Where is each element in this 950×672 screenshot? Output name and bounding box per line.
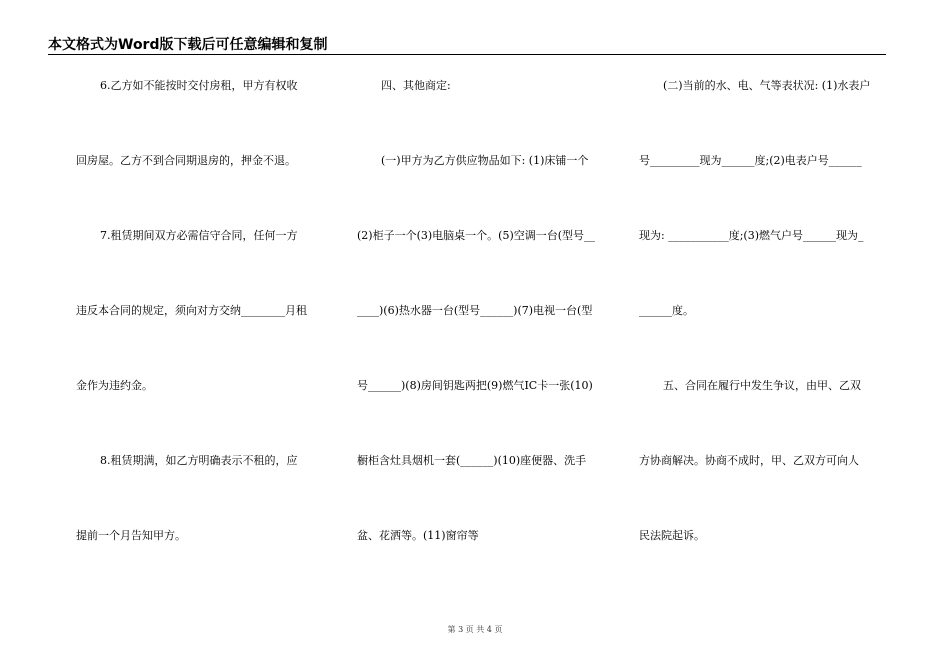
- section-heading: 五、合同在履行中发生争议，由甲、乙双: [663, 379, 861, 392]
- paragraph-line: 违反本合同的规定，须向对方交纳________月租: [76, 304, 307, 317]
- paragraph-line: 方协商解决。协商不成时，甲、乙双方可向人: [639, 454, 859, 467]
- paragraph-line: (2)柜子一个(3)电脑桌一个。(5)空调一台(型号__: [357, 229, 596, 242]
- paragraph-line: 现为: ___________度;(3)燃气户号______现为_: [639, 229, 864, 242]
- paragraph-line: 提前一个月告知甲方。: [76, 529, 186, 542]
- header-divider: [48, 54, 886, 55]
- paragraph-line: 金作为违约金。: [76, 379, 153, 392]
- paragraph-line: 民法院起诉。: [639, 529, 705, 542]
- paragraph-line: 号_________现为______度;(2)电表户号______: [639, 154, 862, 167]
- paragraph-line: 号______)(8)房间钥匙两把(9)燃气IC卡一张(10): [357, 379, 593, 392]
- paragraph-line: 盆、花洒等。(11)窗帘等: [357, 529, 479, 542]
- paragraph-line: ____)(6)热水器一台(型号______)(7)电视一台(型: [357, 304, 593, 317]
- paragraph-line: 6.乙方如不能按时交付房租，甲方有权收: [100, 79, 298, 92]
- paragraph-line: ______度。: [639, 304, 694, 317]
- paragraph-line: 7.租赁期间双方必需信守合同，任何一方: [100, 229, 298, 242]
- paragraph-line: (二)当前的水、电、气等表状况: (1)水表户: [663, 79, 871, 92]
- paragraph-line: 回房屋。乙方不到合同期退房的，押金不退。: [76, 154, 296, 167]
- document-header-title: 本文格式为Word版下载后可任意编辑和复制: [48, 37, 328, 53]
- section-heading: 四、其他商定:: [381, 79, 451, 92]
- paragraph-line: 8.租赁期满，如乙方明确表示不租的，应: [100, 454, 298, 467]
- page-number-footer: 第 3 页 共 4 页: [447, 625, 503, 634]
- paragraph-line: 橱柜含灶具烟机一套(______)(10)座便器、洗手: [357, 454, 587, 467]
- paragraph-line: (一)甲方为乙方供应物品如下: (1)床铺一个: [381, 154, 589, 167]
